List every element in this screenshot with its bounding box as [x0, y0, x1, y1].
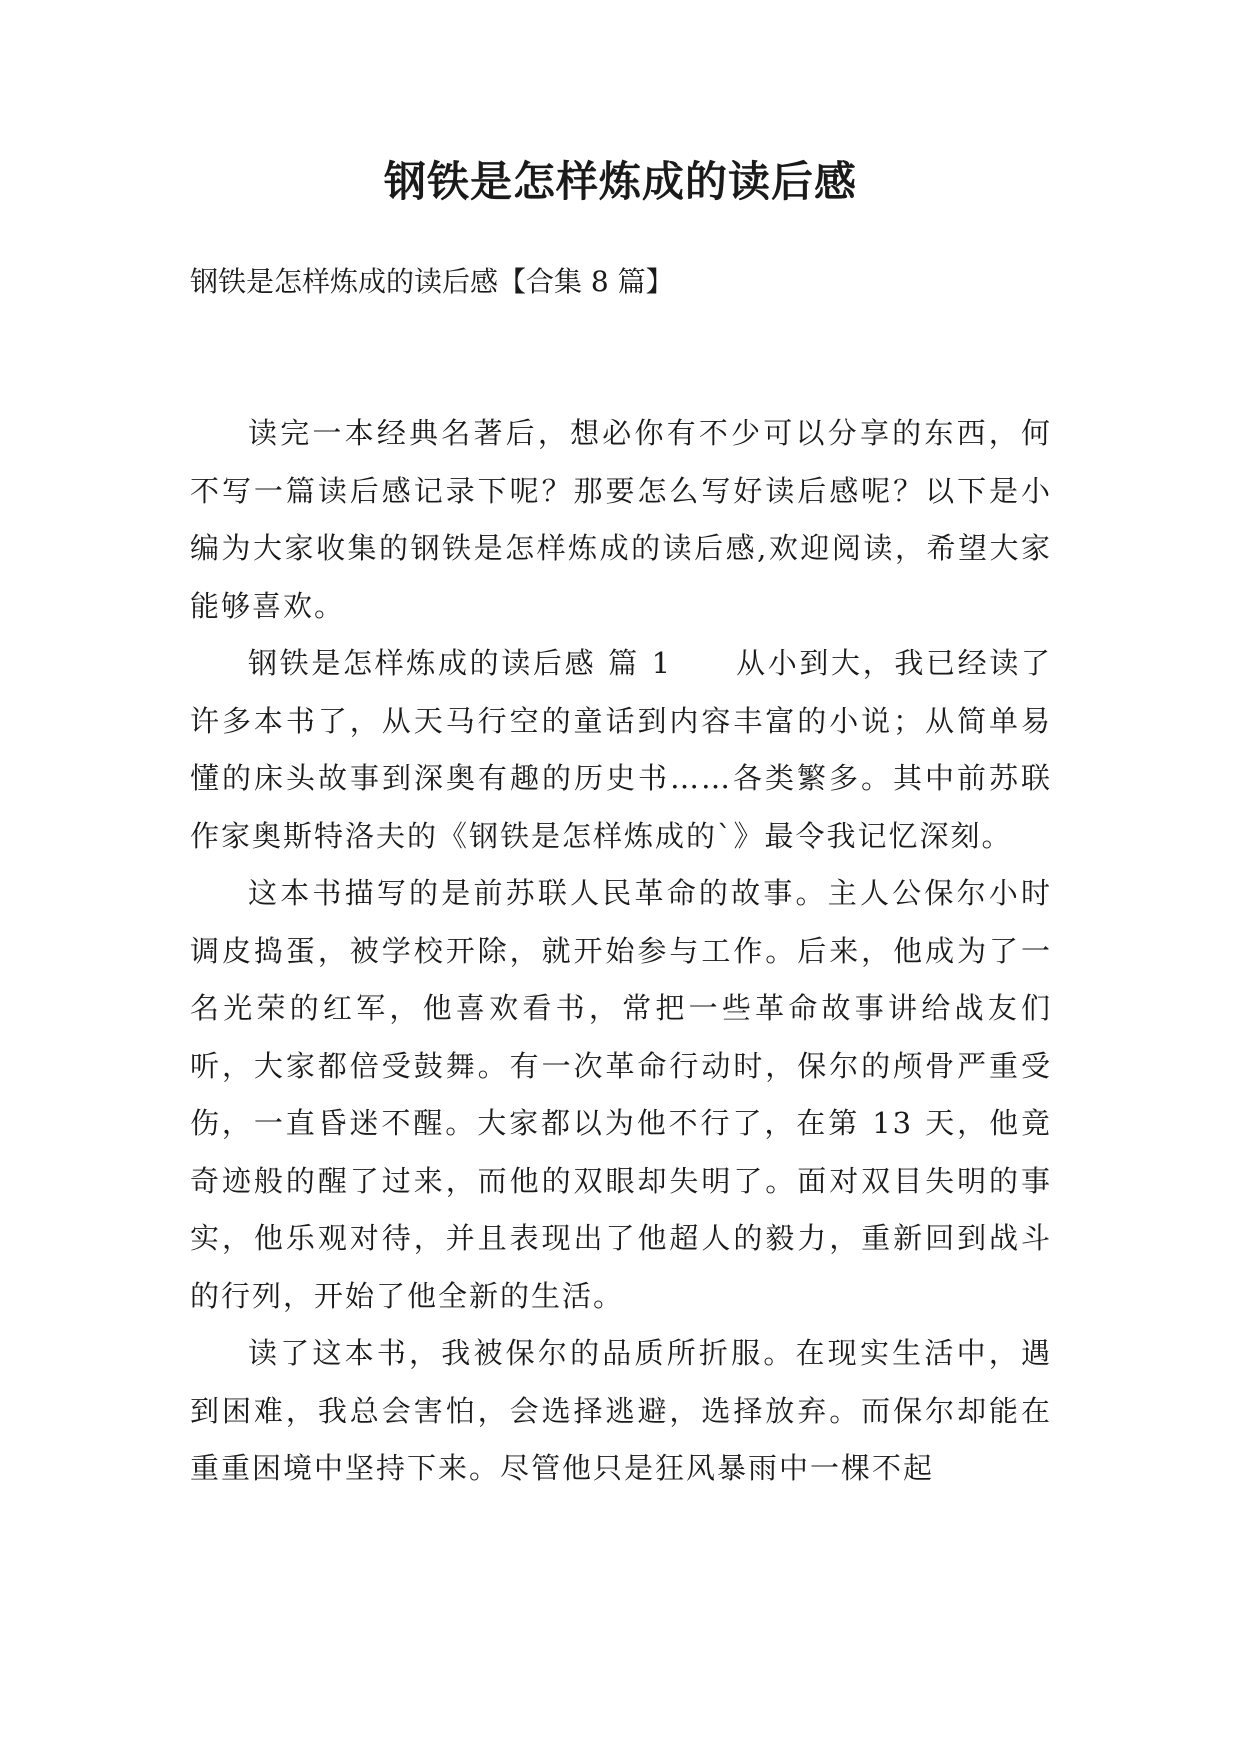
document-title: 钢铁是怎样炼成的读后感 — [383, 157, 857, 206]
document-body — [190, 405, 1052, 1498]
paragraph: 这本书描写的是前苏联人民革命的故事。主人公保尔小时调皮捣蛋，被学校开除，就开始参与工作。后来，他成为了一名光荣的红军，他喜欢看书，常把一些革命故事讲给战友们听，大家都倍受鼓舞。有一次革命行动时，保尔的颅骨严重受伤，一直昏迷不醒。大家都以为他不行了，在第 13 天，他竟奇迹般的醒了过来，而他的双眼却失明了。面对双目失明的事实，他乐观对待，并且表现出了他超人的毅力，重新回到战斗的行列，开始了他全新的生活。 — [190, 876, 1052, 1313]
document-subtitle: 钢铁是怎样炼成的读后感【合集 8 篇】 — [190, 265, 674, 298]
paragraph: 读完一本经典名著后，想必你有不少可以分享的东西，何不写一篇读后感记录下呢？那要怎么写好读后感呢？以下是小编为大家收集的钢铁是怎样炼成的读后感,欢迎阅读，希望大家能够喜欢。 — [190, 416, 1052, 623]
paragraph: 钢铁是怎样炼成的读后感 篇 1 从小到大，我已经读了许多本书了，从天马行空的童话到内容丰富的小说；从简单易懂的床头故事到深奥有趣的历史书……各类繁多。其中前苏联作家奥斯特洛夫的《钢铁是怎样炼成的`》最令我记忆深刻。 — [190, 646, 1052, 853]
paragraph: 读了这本书，我被保尔的品质所折服。在现实生活中，遇到困难，我总会害怕，会选择逃避，选择放弃。而保尔却能在重重困境中坚持下来。尽管他只是狂风暴雨中一棵不起 — [190, 1336, 1052, 1485]
